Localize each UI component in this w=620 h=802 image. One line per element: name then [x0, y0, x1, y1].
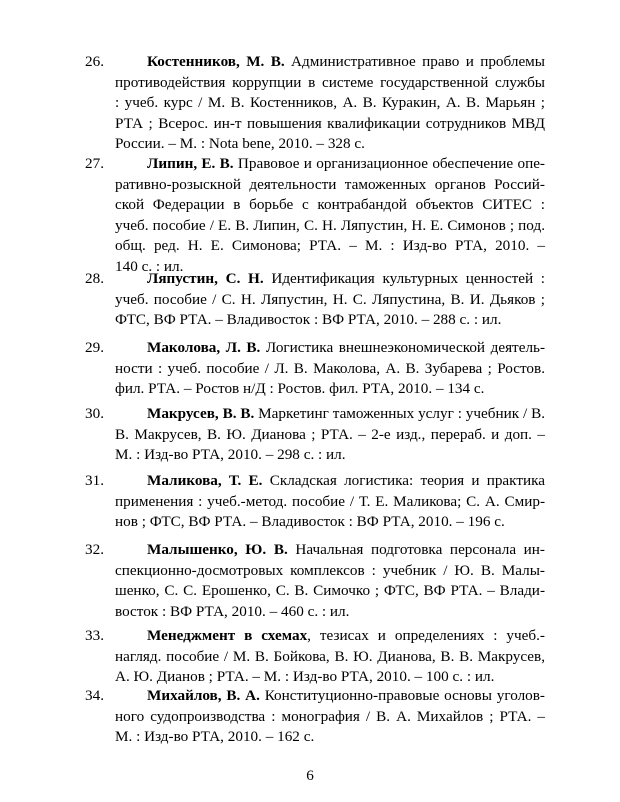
entry-number: 33.	[85, 627, 104, 644]
entry-text: фил. РТА. – Ростов н/Д : Ростов. фил. РТА, 2010. – 134 с.	[115, 380, 485, 397]
entry-number: 30.	[85, 405, 104, 422]
entry-text: , тезисах и определениях : учеб.-	[307, 627, 545, 644]
entry-first-line	[115, 626, 545, 647]
entry-author: Михайлов, В. А.	[147, 687, 260, 704]
entry-first-line	[115, 471, 545, 492]
entry-text: Логистика внешнеэкономической деятель-	[260, 339, 546, 356]
entry-text: ФТС, ВФ РТА. – Владивосток : ВФ РТА, 2010. – 288 с. : ил.	[115, 311, 502, 328]
entry-first-line	[115, 269, 545, 290]
bibliography-entry-27	[85, 154, 545, 277]
entry-first-line	[115, 404, 545, 425]
entry-first-line	[115, 338, 545, 359]
entry-number: 26.	[85, 53, 104, 70]
bibliography-entry-28	[85, 269, 545, 331]
entry-text: ности : учеб. пособие / Л. В. Маколова, А. В. Зубарева ; Ростов.	[115, 359, 545, 377]
entry-text: А. Ю. Дианов ; РТА. – М. : Изд-во РТА, 2010. – 100 с. : ил.	[115, 668, 495, 685]
entry-text: Административное право и проблемы	[284, 53, 545, 70]
entry-text: Идентификация культурных ценностей :	[263, 270, 545, 287]
entry-author: Липин, Е. В.	[147, 155, 234, 172]
entry-author: Менеджмент в схемах	[147, 627, 308, 644]
entry-text: применения : учеб.-метод. пособие / Т. Е. Маликова; С. А. Смир-	[115, 492, 545, 510]
entry-text: России. – М. : Nota bene, 2010. – 328 с.	[115, 135, 365, 152]
entry-text: шенко, С. С. Ерошенко, С. В. Симочко ; ФТС, ВФ РТА. – Влади-	[115, 582, 545, 599]
entry-text: ской Федерации в борьбе с контрабандой объектов СИТЕС :	[115, 196, 545, 213]
bibliography-entry-29	[85, 338, 545, 400]
entry-author: Маколова, Л. В.	[147, 339, 261, 356]
entry-text: В. Макрусев, В. Ю. Дианова ; РТА. – 2-е изд., перераб. и доп. –	[115, 425, 545, 443]
entry-author: Костенников, М. В.	[147, 53, 285, 70]
entry-first-line	[115, 154, 545, 175]
entry-text: восток : ВФ РТА, 2010. – 460 с. : ил.	[115, 602, 350, 620]
entry-text: : учеб. курс / М. В. Костенников, А. В. Куракин, А. В. Марьян ;	[115, 94, 545, 111]
entry-text: Складская логистика: теория и практика	[262, 472, 545, 489]
entry-number: 32.	[85, 541, 104, 558]
bibliography-entry-26	[85, 52, 545, 155]
entry-author: Маликова, Т. Е.	[147, 472, 263, 489]
entry-text: М. : Изд-во РТА, 2010. – 298 с. : ил.	[115, 446, 346, 463]
bibliography-entry-32	[85, 540, 545, 622]
bibliography-entry-31	[85, 471, 545, 533]
entry-first-line	[115, 540, 545, 561]
entry-number: 31.	[85, 472, 104, 489]
bibliography-entry-30	[85, 404, 545, 466]
entry-text: 140 с. : ил.	[115, 257, 184, 275]
entry-first-line	[115, 52, 545, 73]
entry-author: Ляпустин, С. Н.	[147, 270, 264, 287]
entry-text: противодействия коррупции в системе государственной службы	[115, 73, 545, 91]
entry-text: Начальная подготовка персонала ин-	[287, 541, 545, 558]
entry-text: учеб. пособие / Е. В. Липин, С. Н. Ляпустин, Н. Е. Симонов ; под.	[115, 216, 545, 234]
entry-number: 34.	[85, 687, 104, 704]
entry-text: нагляд. пособие / М. В. Бойкова, В. Ю. Дианова, В. В. Макрусев,	[115, 647, 545, 665]
entry-text: спекционно-досмотровых комплексов : учебник / Ю. В. Малы-	[115, 561, 545, 579]
entry-number: 28.	[85, 270, 104, 287]
entry-number: 27.	[85, 155, 104, 172]
entry-number: 29.	[85, 339, 104, 356]
page-number: 6	[306, 767, 314, 784]
entry-author: Малышенко, Ю. В.	[147, 541, 288, 558]
entry-text: учеб. пособие / С. Н. Ляпустин, Н. С. Ляпустина, В. И. Дьяков ;	[115, 290, 545, 308]
entry-text: Правовое и организационное обеспечение опе-	[233, 155, 545, 172]
entry-text: РТА ; Всерос. ин-т повышения квалификации сотрудников МВД	[115, 114, 545, 132]
entry-text: ративно-розыскной деятельности таможенных органов Россий-	[115, 175, 545, 193]
bibliography-entry-33	[85, 626, 545, 688]
entry-text: М. : Изд-во РТА, 2010. – 162 с.	[115, 728, 315, 745]
entry-author: Макрусев, В. В.	[147, 405, 255, 422]
entry-text: ного судопроизводства : монография / В. А. Михайлов ; РТА. –	[115, 707, 545, 725]
entry-text: общ. ред. Н. Е. Симонова; РТА. – М. : Изд-во РТА, 2010. –	[115, 237, 545, 254]
entry-text: нов ; ФТС, ВФ РТА. – Владивосток : ВФ РТА, 2010. – 196 с.	[115, 513, 505, 530]
entry-text: Конституционно-правовые основы уголов-	[259, 687, 545, 704]
bibliography-entry-34	[85, 686, 545, 748]
entry-text: Маркетинг таможенных услуг : учебник / В.	[254, 405, 545, 422]
entry-first-line	[115, 686, 545, 707]
